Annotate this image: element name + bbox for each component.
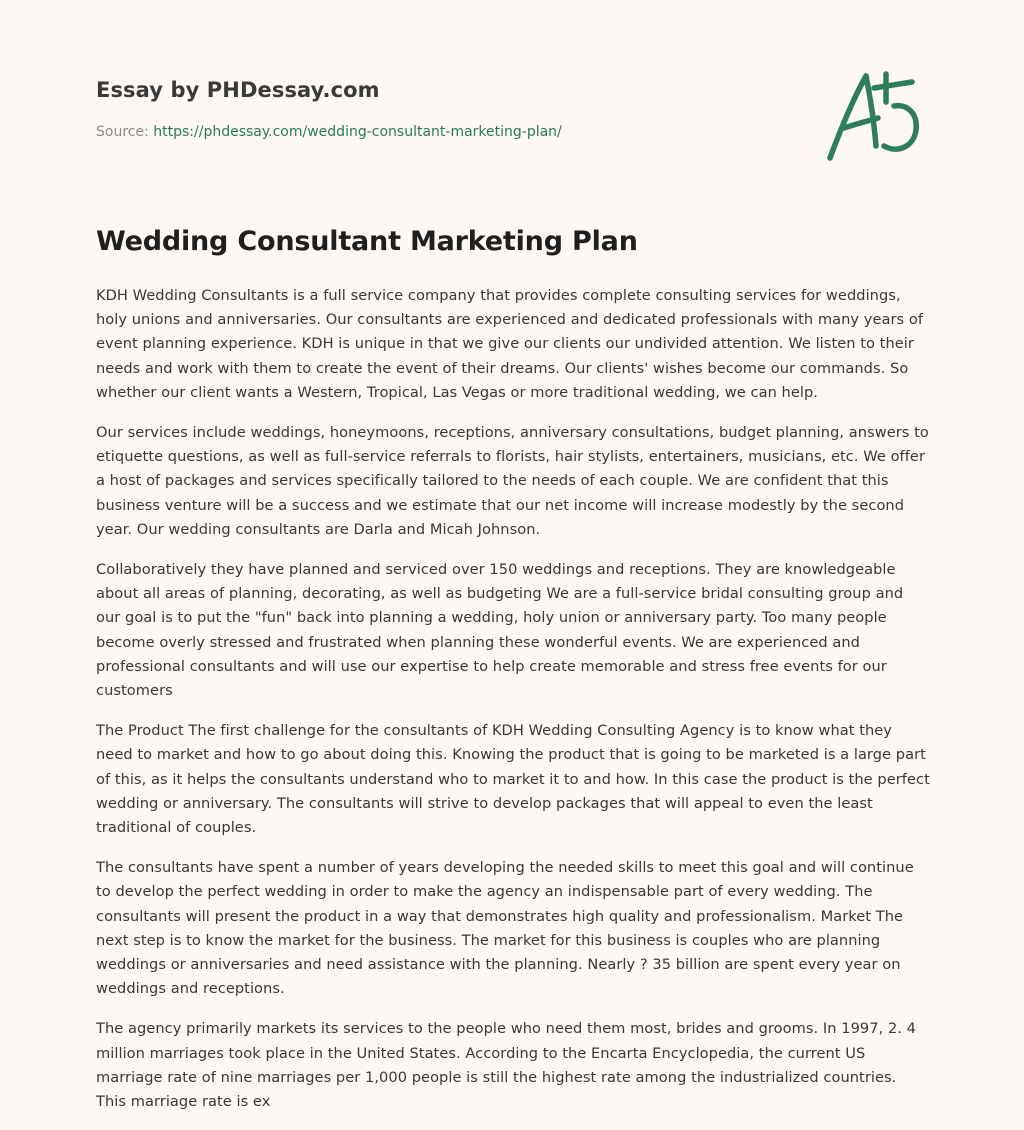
essay-paragraph: The Product The first challenge for the consultants of KDH Wedding Consulting Agency is to know what they need to market and how to go about doing this. Knowing the product that is going to be marketed is a large part of this, as it helps the consultants understand who to market it to and how. In this case the product is the perfect wedding or anniversary. The consultants will strive to develop packages that will appeal to even the least traditional of couples. — [96, 722, 930, 837]
a-plus-logo-icon — [820, 66, 930, 166]
essay-title: Wedding Consultant Marketing Plan — [96, 226, 638, 257]
essay-paragraph: Our services include weddings, honeymoons, receptions, anniversary consultations, budget planning, answers to etiquette questions, as well as full-service referrals to florists, hair stylists, entertainers, musicians, etc. We offer a host of packages and services specifically tailored to the needs of each couple. We are confident that this business venture will be a success and we estimate that our net income will increase modestly by the second year. Our wedding consultants are Darla and Micah Johnson. — [96, 424, 929, 538]
essay-paragraph: The consultants have spent a number of years developing the needed skills to meet this goal and will continue to develop the perfect wedding in order to make the agency an indispensable part of every wedding. The consultants will present the product in a way that demonstrates high quality and professionalism. Market The next step is to know the market for the business. The market for this business is couples who are planning weddings or anniversaries and need assistance with the planning. Nearly ? 35 billion are spent every year on weddings and receptions. — [96, 859, 914, 998]
site-title: Essay by PHDessay.com — [96, 78, 380, 102]
essay-paragraph: Collaboratively they have planned and serviced over 150 weddings and receptions. They are knowledgeable about all areas of planning, decorating, as well as budgeting We are a full-service bridal consulting group and our goal is to put the "fun" back into planning a wedding, holy union or anniversary party. Too many people become overly stressed and frustrated when planning these wonderful events. We are experienced and professional consultants and will use our expertise to help create memorable and stress free events for our customers — [96, 561, 904, 700]
source-link[interactable]: https://phdessay.com/wedding-consultant-marketing-plan/ — [153, 124, 562, 140]
source-line — [96, 124, 796, 140]
page-header — [96, 78, 796, 140]
essay-paragraph: KDH Wedding Consultants is a full service company that provides complete consulting services for weddings, holy unions and anniversaries. Our consultants are experienced and dedicated professionals with many years of event planning experience. KDH is unique in that we give our clients our undivided attention. We listen to their needs and work with them to create the event of their dreams. Our clients' wishes become our commands. So whether our client wants a Western, Tropical, Las Vegas or more traditional wedding, we can help. — [96, 287, 924, 401]
essay-paragraph: The agency primarily markets its services to the people who need them most, brides and grooms. In 1997, 2. 4 million marriages took place in the United States. According to the Encarta Encyclopedia, the current US marriage rate of nine marriages per 1,000 people is still the highest rate among the industrialized countries. This marriage rate is ex — [96, 1020, 916, 1111]
essay-body — [96, 284, 930, 1130]
source-label: Source: — [96, 124, 149, 140]
